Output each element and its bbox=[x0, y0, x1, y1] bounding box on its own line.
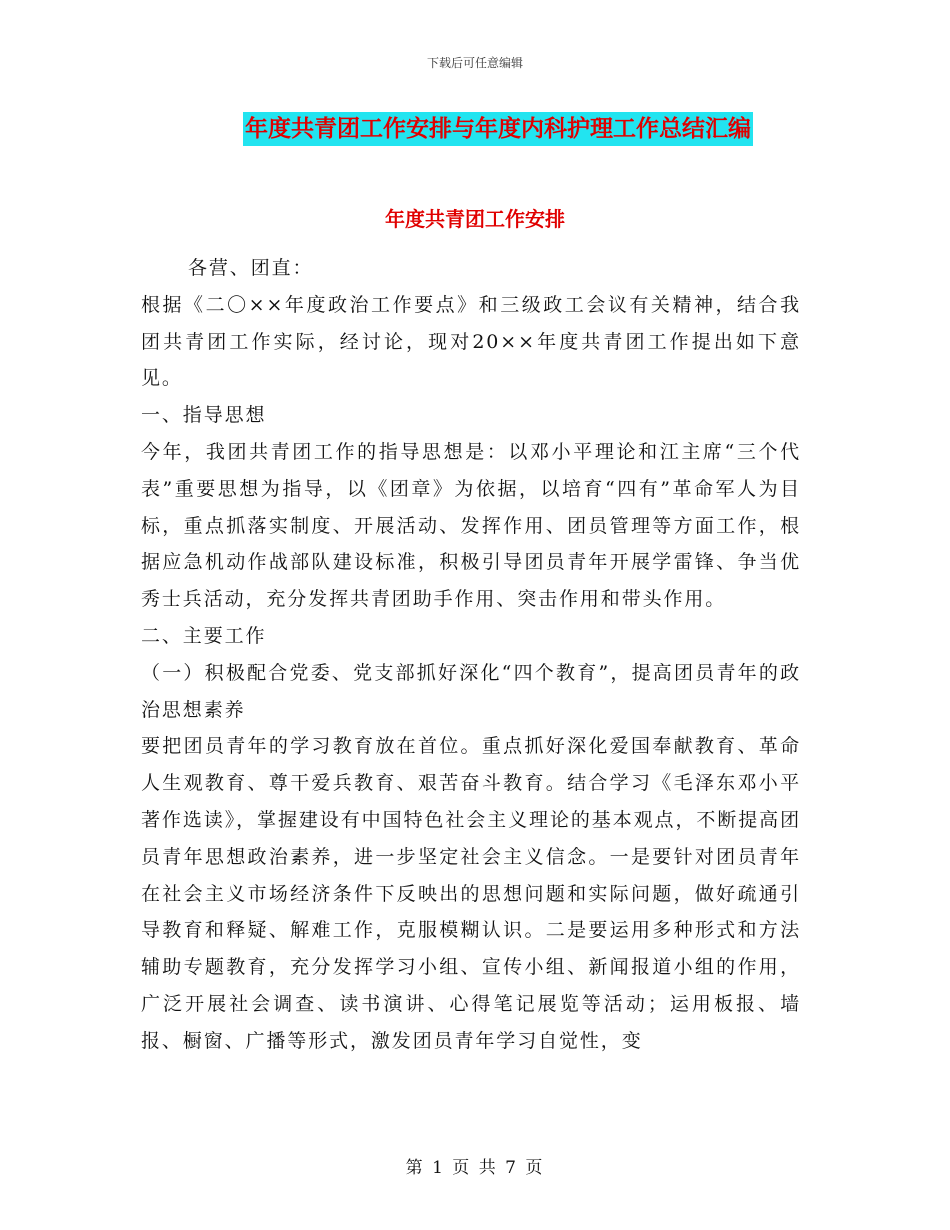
intro-paragraph: 根据《二〇××年度政治工作要点》和三级政工会议有关精神，结合我团共青团工作实际，经讨论，现对20××年度共青团工作提出如下意见。 bbox=[141, 293, 801, 390]
page-footer: 第 1 页 共 7 页 bbox=[405, 1158, 545, 1178]
education-paragraph: 要把团员青年的学习教育放在首位。重点抓好深化爱国奉献教育、革命人生观教育、尊干爱兵教育、艰苦奋斗教育。结合学习《毛泽东邓小平著作选读》，掌握建设有中国特色社会主义理论的基本观点，不断提高团员青年思想政治素养，进一步坚定社会主义信念。一是要针对团员青年在社会主义市场经济条件下反映出的思想问题和实际问题，做好疏通引导教育和释疑、解难工作，克服模糊认识。二是要运用多种形式和方法辅助专题教育，充分发挥学习小组、宣传小组、新闻报道小组的作用，广泛开展社会调查、读书演讲、心得笔记展览等活动；运用板报、墙报、橱窗、广播等形式，激发团员青年学习自觉性，变 bbox=[141, 735, 801, 1052]
section-title: 年度共青团工作安排 bbox=[385, 207, 565, 231]
section-heading-main-work: 二、主要工作 bbox=[141, 624, 267, 647]
main-title-block bbox=[0, 112, 950, 146]
subsection-heading-1: （一）积极配合党委、党支部抓好深化“四个教育”，提高团员青年的政治思想素养 bbox=[141, 661, 801, 721]
header-note: 下载后可任意编辑 bbox=[426, 56, 523, 70]
document-body bbox=[141, 250, 801, 1060]
section-heading-guiding-thought: 一、指导思想 bbox=[141, 404, 267, 427]
guiding-thought-paragraph: 今年，我团共青团工作的指导思想是：以邓小平理论和江主席“三个代表”重要思想为指导，以《团章》为依据，以培育“四有”革命军人为目标，重点抓落实制度、开展活动、发挥作用、团员管理等方面工作，根据应急机动作战部队建设标准，积极引导团员青年开展学雷锋、争当优秀士兵活动，充分发挥共青团助手作用、突击作用和带头作用。 bbox=[141, 440, 801, 611]
main-title: 年度共青团工作安排与年度内科护理工作总结汇编 bbox=[243, 112, 753, 146]
salutation: 各营、团直： bbox=[188, 257, 314, 279]
